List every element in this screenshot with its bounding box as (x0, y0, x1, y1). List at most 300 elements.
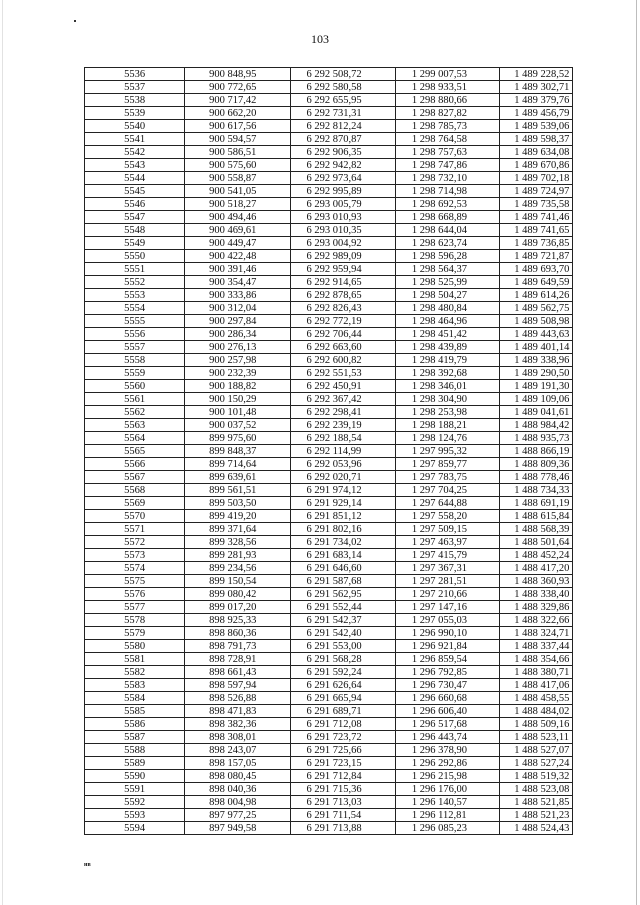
coordinate-cell: 1 489 302,71 (500, 81, 573, 94)
coordinate-cell: 899 639,61 (185, 471, 290, 484)
table-row (85, 445, 573, 458)
coordinate-cell: 6 292 655,95 (290, 94, 395, 107)
coordinate-cell: 900 617,56 (185, 120, 290, 133)
point-number-cell: 5557 (85, 341, 185, 354)
point-number-cell: 5541 (85, 133, 185, 146)
coordinate-cell: 898 382,36 (185, 718, 290, 731)
coordinate-cell: 6 292 114,99 (290, 445, 395, 458)
coordinate-cell: 6 291 713,88 (290, 822, 395, 835)
point-number-cell: 5565 (85, 445, 185, 458)
coordinate-cell: 1 297 367,31 (395, 562, 499, 575)
coordinate-cell: 1 298 124,76 (395, 432, 499, 445)
table-row (85, 341, 573, 354)
coordinate-cell: 898 925,33 (185, 614, 290, 627)
table-row (85, 432, 573, 445)
coordinate-cell: 1 297 704,25 (395, 484, 499, 497)
coordinate-cell: 900 422,48 (185, 250, 290, 263)
coordinate-cell: 1 298 451,42 (395, 328, 499, 341)
coordinate-cell: 1 298 692,53 (395, 198, 499, 211)
coordinate-cell: 1 489 724,97 (500, 185, 573, 198)
coordinate-cell: 1 297 783,75 (395, 471, 499, 484)
coordinate-cell: 900 188,82 (185, 380, 290, 393)
coordinate-cell: 1 489 736,85 (500, 237, 573, 250)
table-row (85, 172, 573, 185)
coordinate-cell: 1 296 606,40 (395, 705, 499, 718)
scan-left-edge (2, 0, 3, 905)
coordinate-cell: 6 293 010,35 (290, 224, 395, 237)
point-number-cell: 5594 (85, 822, 185, 835)
coordinate-cell: 6 292 600,82 (290, 354, 395, 367)
coordinate-cell: 6 293 004,92 (290, 237, 395, 250)
coordinate-cell: 1 298 785,73 (395, 120, 499, 133)
table-row (85, 471, 573, 484)
coordinate-cell: 1 489 562,75 (500, 302, 573, 315)
coordinate-cell: 897 949,58 (185, 822, 290, 835)
coordinate-cell: 1 297 558,20 (395, 510, 499, 523)
point-number-cell: 5542 (85, 146, 185, 159)
coordinate-cell: 6 291 689,71 (290, 705, 395, 718)
coordinate-cell: 6 291 683,14 (290, 549, 395, 562)
coordinate-cell: 1 488 523,08 (500, 783, 573, 796)
coordinate-cell: 899 281,93 (185, 549, 290, 562)
coordinate-cell: 1 297 509,15 (395, 523, 499, 536)
coordinate-cell: 1 296 921,84 (395, 640, 499, 653)
point-number-cell: 5570 (85, 510, 185, 523)
coordinate-cell: 1 296 990,10 (395, 627, 499, 640)
coordinate-cell: 898 860,36 (185, 627, 290, 640)
coordinate-cell: 6 292 508,72 (290, 68, 395, 81)
coordinate-cell: 900 391,46 (185, 263, 290, 276)
coordinate-cell: 6 293 005,79 (290, 198, 395, 211)
coordinate-cell: 1 489 228,52 (500, 68, 573, 81)
coordinate-cell: 6 292 812,24 (290, 120, 395, 133)
table-row (85, 809, 573, 822)
coordinate-cell: 1 298 827,82 (395, 107, 499, 120)
coordinate-cell: 1 298 439,89 (395, 341, 499, 354)
table-row (85, 458, 573, 471)
coordinate-cell: 1 488 509,16 (500, 718, 573, 731)
coordinate-cell: 898 243,07 (185, 744, 290, 757)
coordinate-cell: 6 291 665,94 (290, 692, 395, 705)
coordinate-cell: 6 292 580,58 (290, 81, 395, 94)
coordinate-cell: 1 488 360,93 (500, 575, 573, 588)
table-row (85, 549, 573, 562)
coordinate-cell: 898 728,91 (185, 653, 290, 666)
table-row (85, 731, 573, 744)
point-number-cell: 5589 (85, 757, 185, 770)
coordinate-cell: 898 308,01 (185, 731, 290, 744)
coordinate-cell: 900 333,86 (185, 289, 290, 302)
point-number-cell: 5538 (85, 94, 185, 107)
point-number-cell: 5549 (85, 237, 185, 250)
coordinate-cell: 6 291 711,54 (290, 809, 395, 822)
coordinate-cell: 6 292 826,43 (290, 302, 395, 315)
table-row (85, 107, 573, 120)
coordinate-cell: 900 541,05 (185, 185, 290, 198)
point-number-cell: 5548 (85, 224, 185, 237)
table-row (85, 822, 573, 835)
coordinate-cell: 1 296 215,98 (395, 770, 499, 783)
coordinate-cell: 6 291 715,36 (290, 783, 395, 796)
table-row (85, 562, 573, 575)
coordinate-cell: 1 489 191,30 (500, 380, 573, 393)
coordinate-cell: 6 291 712,08 (290, 718, 395, 731)
footer-mark: нв (84, 862, 91, 868)
table-row (85, 679, 573, 692)
coordinate-cell: 6 292 989,09 (290, 250, 395, 263)
coordinate-cell: 1 488 329,86 (500, 601, 573, 614)
coordinate-cell: 6 291 851,12 (290, 510, 395, 523)
coordinate-cell: 900 662,20 (185, 107, 290, 120)
coordinate-cell: 899 503,50 (185, 497, 290, 510)
point-number-cell: 5556 (85, 328, 185, 341)
coordinate-cell: 6 292 706,44 (290, 328, 395, 341)
coordinate-cell: 900 469,61 (185, 224, 290, 237)
table-row (85, 237, 573, 250)
coordinate-cell: 1 488 337,44 (500, 640, 573, 653)
coordinate-cell: 6 293 010,93 (290, 211, 395, 224)
table-row (85, 393, 573, 406)
coordinate-cell: 6 292 942,82 (290, 159, 395, 172)
coordinate-cell: 1 488 691,19 (500, 497, 573, 510)
point-number-cell: 5562 (85, 406, 185, 419)
table-row (85, 536, 573, 549)
coordinate-cell: 6 292 053,96 (290, 458, 395, 471)
coordinate-cell: 1 296 112,81 (395, 809, 499, 822)
coordinate-cell: 1 298 747,86 (395, 159, 499, 172)
point-number-cell: 5551 (85, 263, 185, 276)
coordinate-cell: 1 489 649,59 (500, 276, 573, 289)
coordinate-cell: 1 298 346,01 (395, 380, 499, 393)
coordinate-cell: 6 292 878,65 (290, 289, 395, 302)
coordinate-cell: 1 489 670,86 (500, 159, 573, 172)
coordinate-cell: 1 489 456,79 (500, 107, 573, 120)
table-row (85, 380, 573, 393)
coordinate-cell: 899 848,37 (185, 445, 290, 458)
table-row (85, 367, 573, 380)
coordinate-cell: 1 298 764,58 (395, 133, 499, 146)
coordinate-cell: 1 489 290,50 (500, 367, 573, 380)
coordinate-cell: 1 488 521,85 (500, 796, 573, 809)
coordinate-cell: 6 292 906,35 (290, 146, 395, 159)
coordinate-cell: 6 292 870,87 (290, 133, 395, 146)
coordinate-cell: 900 558,87 (185, 172, 290, 185)
point-number-cell: 5559 (85, 367, 185, 380)
table-row (85, 640, 573, 653)
point-number-cell: 5573 (85, 549, 185, 562)
coordinate-cell: 1 298 668,89 (395, 211, 499, 224)
coordinate-cell: 6 291 723,15 (290, 757, 395, 770)
coordinate-cell: 1 298 757,63 (395, 146, 499, 159)
coordinate-cell: 1 296 660,68 (395, 692, 499, 705)
coordinate-cell: 6 292 450,91 (290, 380, 395, 393)
point-number-cell: 5582 (85, 666, 185, 679)
coordinate-cell: 6 292 020,71 (290, 471, 395, 484)
coordinate-cell: 1 489 634,08 (500, 146, 573, 159)
table-row (85, 718, 573, 731)
coordinate-cell: 6 291 568,28 (290, 653, 395, 666)
point-number-cell: 5571 (85, 523, 185, 536)
point-number-cell: 5560 (85, 380, 185, 393)
coordinate-cell: 1 488 521,23 (500, 809, 573, 822)
coordinate-cell: 1 489 598,37 (500, 133, 573, 146)
point-number-cell: 5584 (85, 692, 185, 705)
coordinate-cell: 1 296 292,86 (395, 757, 499, 770)
table-row (85, 796, 573, 809)
coordinate-cell: 1 489 338,96 (500, 354, 573, 367)
table-row (85, 185, 573, 198)
coordinate-cell: 1 489 508,98 (500, 315, 573, 328)
coordinate-cell: 1 296 085,23 (395, 822, 499, 835)
coordinate-cell: 900 575,60 (185, 159, 290, 172)
coordinate-cell: 899 017,20 (185, 601, 290, 614)
point-number-cell: 5572 (85, 536, 185, 549)
coordinate-cell: 1 298 596,28 (395, 250, 499, 263)
table-row (85, 484, 573, 497)
point-number-cell: 5554 (85, 302, 185, 315)
coordinate-cell: 1 296 517,68 (395, 718, 499, 731)
table-row (85, 510, 573, 523)
coordinate-cell: 1 488 809,36 (500, 458, 573, 471)
coordinate-cell: 1 297 055,03 (395, 614, 499, 627)
coordinate-cell: 898 791,73 (185, 640, 290, 653)
coordinate-cell: 1 296 792,85 (395, 666, 499, 679)
coordinate-cell: 1 488 778,46 (500, 471, 573, 484)
coordinate-cell: 1 298 564,37 (395, 263, 499, 276)
coordinate-cell: 1 298 504,27 (395, 289, 499, 302)
coordinate-cell: 1 488 458,55 (500, 692, 573, 705)
coordinate-cell: 1 298 933,51 (395, 81, 499, 94)
coordinate-cell: 1 296 176,00 (395, 783, 499, 796)
coordinate-cell: 1 297 463,97 (395, 536, 499, 549)
coordinate-cell: 1 488 734,33 (500, 484, 573, 497)
coordinate-cell: 1 297 859,77 (395, 458, 499, 471)
table-row (85, 497, 573, 510)
coordinate-cell: 1 488 417,20 (500, 562, 573, 575)
coordinate-cell: 1 298 880,66 (395, 94, 499, 107)
coordinate-cell: 6 292 959,94 (290, 263, 395, 276)
coordinate-cell: 6 292 663,60 (290, 341, 395, 354)
coordinate-cell: 6 292 914,65 (290, 276, 395, 289)
coordinate-cell: 897 977,25 (185, 809, 290, 822)
point-number-cell: 5569 (85, 497, 185, 510)
coordinate-cell: 6 292 772,19 (290, 315, 395, 328)
coordinate-cell: 6 292 995,89 (290, 185, 395, 198)
coordinate-cell: 6 291 553,00 (290, 640, 395, 653)
coordinate-cell: 1 488 501,64 (500, 536, 573, 549)
coordinate-cell: 1 297 644,88 (395, 497, 499, 510)
coordinate-cell: 1 488 338,40 (500, 588, 573, 601)
coordinate-cell: 900 101,48 (185, 406, 290, 419)
coordinate-cell: 1 298 188,21 (395, 419, 499, 432)
coordinate-cell: 899 714,64 (185, 458, 290, 471)
table-row (85, 302, 573, 315)
coordinate-cell: 6 291 646,60 (290, 562, 395, 575)
coordinate-cell: 900 717,42 (185, 94, 290, 107)
coordinate-cell: 1 488 452,24 (500, 549, 573, 562)
coordinate-cell: 900 354,47 (185, 276, 290, 289)
table-row (85, 614, 573, 627)
coordinate-cell: 898 526,88 (185, 692, 290, 705)
point-number-cell: 5593 (85, 809, 185, 822)
table-row (85, 289, 573, 302)
table-row (85, 81, 573, 94)
coordinate-cell: 1 489 539,06 (500, 120, 573, 133)
coordinate-cell: 6 292 188,54 (290, 432, 395, 445)
coordinate-cell: 898 597,94 (185, 679, 290, 692)
coordinate-cell: 900 594,57 (185, 133, 290, 146)
point-number-cell: 5574 (85, 562, 185, 575)
table-row (85, 211, 573, 224)
coordinate-cell: 1 296 378,90 (395, 744, 499, 757)
coordinate-cell: 1 488 527,24 (500, 757, 573, 770)
coordinate-cell: 899 419,20 (185, 510, 290, 523)
coordinate-cell: 6 291 974,12 (290, 484, 395, 497)
table-row (85, 744, 573, 757)
table-row (85, 666, 573, 679)
coordinate-cell: 1 488 984,42 (500, 419, 573, 432)
point-number-cell: 5568 (85, 484, 185, 497)
coordinate-cell: 6 292 298,41 (290, 406, 395, 419)
table-row (85, 354, 573, 367)
coordinate-cell: 1 489 401,14 (500, 341, 573, 354)
coordinate-cell: 900 494,46 (185, 211, 290, 224)
coordinate-cell: 1 489 109,06 (500, 393, 573, 406)
table-row (85, 198, 573, 211)
coordinate-cell: 1 488 484,02 (500, 705, 573, 718)
point-number-cell: 5576 (85, 588, 185, 601)
coordinate-cell: 1 297 995,32 (395, 445, 499, 458)
point-number-cell: 5578 (85, 614, 185, 627)
table-row (85, 146, 573, 159)
coordinate-cell: 6 291 542,37 (290, 614, 395, 627)
table-row (85, 692, 573, 705)
table-row (85, 419, 573, 432)
point-number-cell: 5561 (85, 393, 185, 406)
scan-speck (74, 20, 76, 22)
coordinate-cell: 900 257,98 (185, 354, 290, 367)
coordinate-cell: 6 292 551,53 (290, 367, 395, 380)
coordinate-cell: 900 150,29 (185, 393, 290, 406)
coordinate-cell: 900 848,95 (185, 68, 290, 81)
coordinate-cell: 1 489 741,46 (500, 211, 573, 224)
coordinate-cell: 1 488 324,71 (500, 627, 573, 640)
point-number-cell: 5550 (85, 250, 185, 263)
point-number-cell: 5579 (85, 627, 185, 640)
coordinate-cell: 1 298 732,10 (395, 172, 499, 185)
table-row (85, 627, 573, 640)
table-row (85, 757, 573, 770)
point-number-cell: 5583 (85, 679, 185, 692)
table-row (85, 523, 573, 536)
coordinate-cell: 6 292 239,19 (290, 419, 395, 432)
coordinate-cell: 1 298 392,68 (395, 367, 499, 380)
coordinate-cell: 900 286,34 (185, 328, 290, 341)
coordinate-cell: 1 298 714,98 (395, 185, 499, 198)
coordinate-cell: 1 488 417,06 (500, 679, 573, 692)
coordinate-cell: 1 488 322,66 (500, 614, 573, 627)
coordinate-cell: 1 298 253,98 (395, 406, 499, 419)
point-number-cell: 5575 (85, 575, 185, 588)
coordinate-cell: 1 296 730,47 (395, 679, 499, 692)
table-row (85, 575, 573, 588)
point-number-cell: 5563 (85, 419, 185, 432)
point-number-cell: 5586 (85, 718, 185, 731)
coordinate-cell: 6 291 552,44 (290, 601, 395, 614)
coordinate-cell: 1 489 379,76 (500, 94, 573, 107)
coordinate-cell: 898 040,36 (185, 783, 290, 796)
coordinate-cell: 6 291 626,64 (290, 679, 395, 692)
coordinate-cell: 1 298 304,90 (395, 393, 499, 406)
point-number-cell: 5592 (85, 796, 185, 809)
coordinate-cell: 1 296 443,74 (395, 731, 499, 744)
point-number-cell: 5547 (85, 211, 185, 224)
table-row (85, 250, 573, 263)
table-row (85, 783, 573, 796)
point-number-cell: 5543 (85, 159, 185, 172)
coordinate-cell: 900 037,52 (185, 419, 290, 432)
coordinate-cell: 1 297 210,66 (395, 588, 499, 601)
table-row (85, 133, 573, 146)
coordinate-cell: 1 298 644,04 (395, 224, 499, 237)
coordinate-cell: 899 234,56 (185, 562, 290, 575)
coordinate-cell: 900 518,27 (185, 198, 290, 211)
point-number-cell: 5544 (85, 172, 185, 185)
point-number-cell: 5585 (85, 705, 185, 718)
coordinate-cell: 6 291 734,02 (290, 536, 395, 549)
coordinate-cell: 1 488 354,66 (500, 653, 573, 666)
coordinate-cell: 1 488 615,84 (500, 510, 573, 523)
coordinate-cell: 1 489 721,87 (500, 250, 573, 263)
coordinate-cell: 6 291 802,16 (290, 523, 395, 536)
table-row (85, 653, 573, 666)
coordinate-cell: 6 291 929,14 (290, 497, 395, 510)
point-number-cell: 5587 (85, 731, 185, 744)
point-number-cell: 5567 (85, 471, 185, 484)
point-number-cell: 5540 (85, 120, 185, 133)
coordinate-cell: 1 488 866,19 (500, 445, 573, 458)
coordinates-table-body (85, 68, 573, 835)
coordinate-cell: 900 312,04 (185, 302, 290, 315)
coordinate-cell: 6 291 712,84 (290, 770, 395, 783)
table-row (85, 705, 573, 718)
coordinate-cell: 1 489 614,26 (500, 289, 573, 302)
point-number-cell: 5564 (85, 432, 185, 445)
table-row (85, 276, 573, 289)
table-row (85, 406, 573, 419)
point-number-cell: 5553 (85, 289, 185, 302)
coordinate-cell: 6 291 592,24 (290, 666, 395, 679)
coordinate-cell: 6 291 587,68 (290, 575, 395, 588)
point-number-cell: 5580 (85, 640, 185, 653)
coordinate-cell: 1 488 935,73 (500, 432, 573, 445)
coordinate-cell: 1 298 623,74 (395, 237, 499, 250)
coordinate-cell: 899 561,51 (185, 484, 290, 497)
coordinate-cell: 1 297 415,79 (395, 549, 499, 562)
table-row (85, 159, 573, 172)
coordinate-cell: 1 488 527,07 (500, 744, 573, 757)
coordinate-cell: 1 298 525,99 (395, 276, 499, 289)
coordinate-cell: 1 489 741,65 (500, 224, 573, 237)
coordinate-cell: 898 157,05 (185, 757, 290, 770)
point-number-cell: 5536 (85, 68, 185, 81)
table-row (85, 315, 573, 328)
coordinate-cell: 1 488 568,39 (500, 523, 573, 536)
coordinate-cell: 1 297 147,16 (395, 601, 499, 614)
table-row (85, 68, 573, 81)
table-row (85, 770, 573, 783)
point-number-cell: 5566 (85, 458, 185, 471)
